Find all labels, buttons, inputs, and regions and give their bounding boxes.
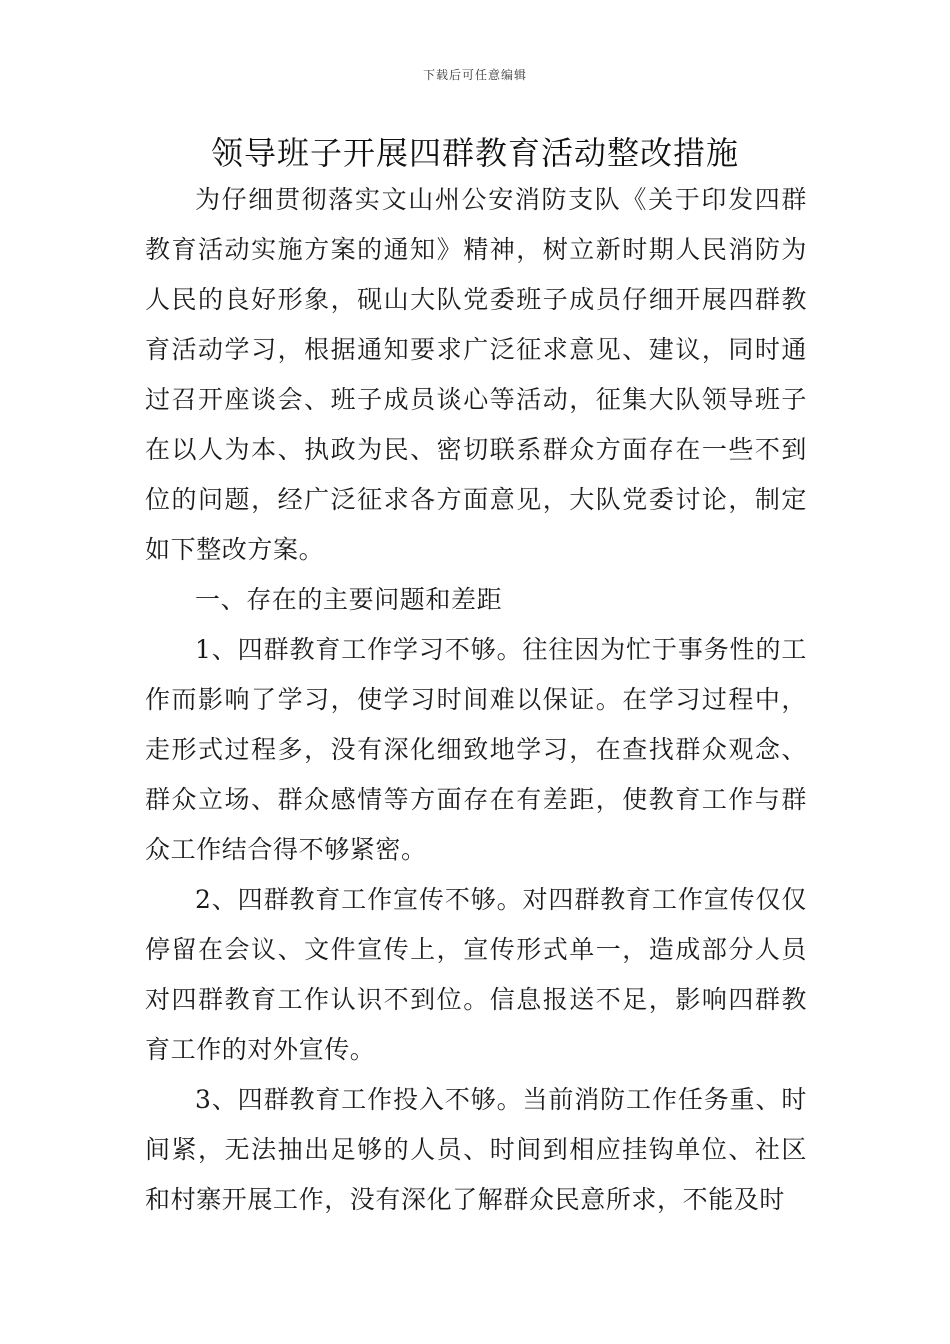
header-note: 下载后可任意编辑	[422, 68, 527, 82]
document-title: 领导班子开展四群教育活动整改措施	[210, 134, 739, 172]
paragraph-intro: 为仔细贯彻落实文山州公安消防支队《关于印发四群教育活动实施方案的通知》精神，树立新时期人民消防为人民的良好形象，砚山大队党委班子成员仔细开展四群教育活动学习，根据通知要求广泛征求意见、建议，同时通过召开座谈会、班子成员谈心等活动，征集大队领导班子在以人为本、执政为民、密切联系群众方面存在一些不到位的问题，经广泛征求各方面意见，大队党委讨论，制定如下整改方案。	[145, 185, 807, 564]
paragraph-item-3: 3、四群教育工作投入不够。当前消防工作任务重、时间紧，无法抽出足够的人员、时间到相应挂钩单位、社区和村寨开展工作，没有深化了解群众民意所求，不能及时	[145, 1085, 807, 1214]
document-body	[145, 175, 807, 1225]
paragraph-item-1: 1、四群教育工作学习不够。往往因为忙于事务性的工作而影响了学习，使学习时间难以保证。在学习过程中，走形式过程多，没有深化细致地学习，在查找群众观念、群众立场、群众感情等方面存在有差距，使教育工作与群众工作结合得不够紧密。	[145, 635, 807, 864]
paragraph-item-2: 2、四群教育工作宣传不够。对四群教育工作宣传仅仅停留在会议、文件宣传上，宣传形式单一，造成部分人员对四群教育工作认识不到位。信息报送不足，影响四群教育工作的对外宣传。	[145, 885, 807, 1064]
section-heading-problems: 一、存在的主要问题和差距	[195, 585, 503, 614]
